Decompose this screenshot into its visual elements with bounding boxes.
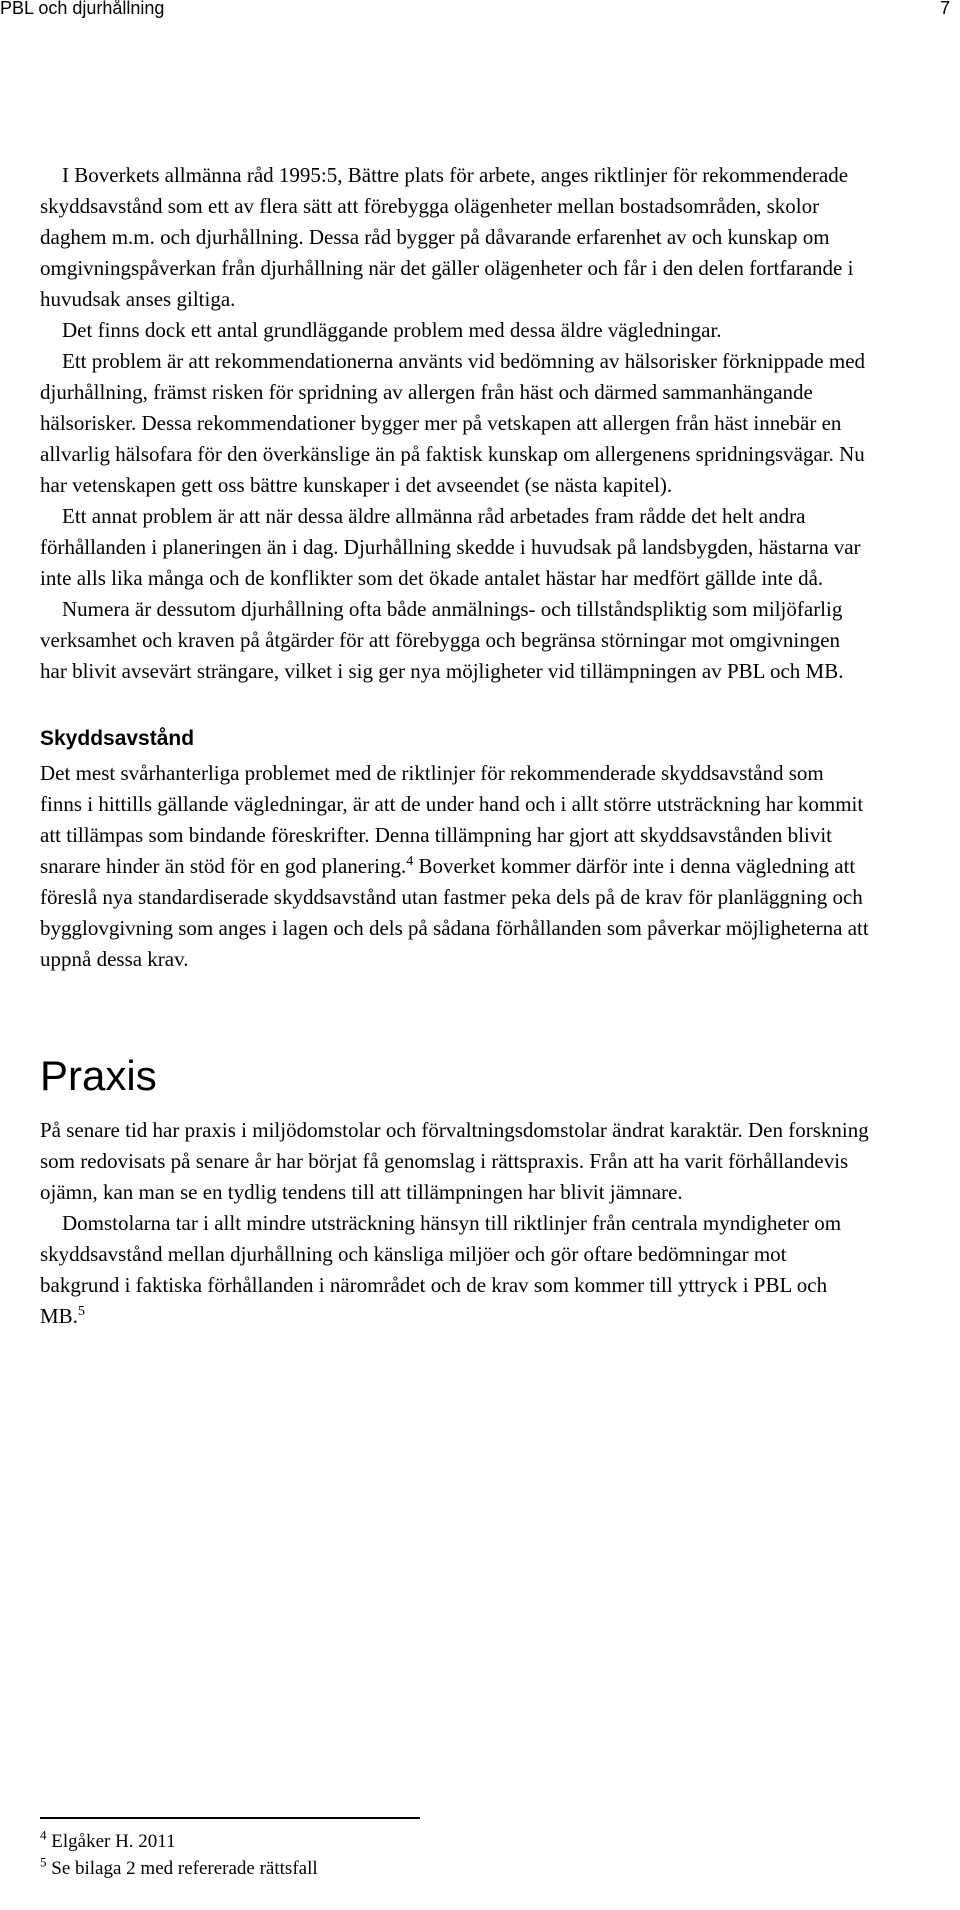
running-title: PBL och djurhållning <box>0 0 165 18</box>
page-header <box>0 0 960 16</box>
footnotes <box>40 1814 540 1882</box>
footnote-mark-5: 5 <box>40 1854 47 1870</box>
page-body <box>40 160 870 1332</box>
skydd-text-part1: Det mest svårhanterliga problemet med de riktlinjer för rekommenderade skyddsavstånd som finns i hittills gällande vägledningar, är att de under hand och i allt större utsträckning har kommit att tillämpas som bindande föreskrifter. Denna tillämpning har gjort att skyddsavstånden blivit snarare hinder än stöd för en god planering. <box>40 761 864 878</box>
footnote-ref-5[interactable]: 5 <box>77 1304 85 1319</box>
paragraph-tillstandsplikt: Numera är dessutom djurhållning ofta både anmälnings- och tillståndspliktig som miljöfarlig verksamhet och kraven på åtgärder för att förebygga och begränsa störningar mot omgivningen har blivit avsevärt strängare, vilket i sig ger nya möjligheter vid tillämpningen av PBL och MB. <box>40 597 844 683</box>
paragraph-problem-planering: Ett annat problem är att när dessa äldre allmänna råd arbetades fram rådde det helt andra förhållanden i planeringen än i dag. Djurhållning skedde i huvudsak på landsbygden, hästarna var inte alls lika många och de konflikter som det ökade antalet hästar har medfört gällde inte då. <box>40 504 861 590</box>
footnote-mark-4: 4 <box>40 1827 47 1843</box>
heading-skyddsavstand: Skyddsavstånd <box>40 727 195 750</box>
footnote-4 <box>40 1828 540 1855</box>
paragraph-problem-intro: Det finns dock ett antal grundläggande problem med dessa äldre vägledningar. <box>62 318 722 342</box>
paragraph-boverket-rad: I Boverkets allmänna råd 1995:5, Bättre plats för arbete, anges riktlinjer för rekommenderade skyddsavstånd som ett av flera sätt att förebygga olägenheter mellan bostadsområden, skolor daghem m.m. och djurhållning. Dessa råd bygger på dåvarande erfarenhet av och kunskap om omgivningspåverkan från djurhållning när det gäller olägenheter och får i den delen fortfarande i huvudsak anses giltiga. <box>40 163 854 311</box>
paragraph-praxis-2 <box>40 1208 870 1332</box>
praxis-2-text: Domstolarna tar i allt mindre utsträckning hänsyn till riktlinjer från centrala myndigheter om skyddsavstånd mellan djurhållning och känsliga miljöer och gör oftare bedömningar mot bakgrund i faktiska förhållanden i närområdet och de krav som kommer till yttryck i PBL och MB. <box>40 1211 842 1328</box>
footnote-5-text: Se bilaga 2 med refererade rättsfall <box>51 1858 318 1879</box>
paragraph-problem-halsorisker: Ett problem är att rekommendationerna använts vid bedömning av hälsorisker förknippade med djurhållning, främst risken för spridning av allergen från häst och därmed sammanhängande hälsorisker. Dessa rekommendationer bygger mer på vetskapen att allergen från häst innebär en allvarlig hälsofara för den överkänslige än på faktisk kunskap om allergenens spridningsvägar. Nu har vetenskapen gett oss bättre kunskaper i det avseendet (se nästa kapitel). <box>40 349 866 497</box>
skydd-text-part2: Boverket kommer därför inte i denna vägledning att föreslå nya standardiserade skyddsavstånd utan fastmer peka dels på de krav för planläggning och bygglovgivning som anges i lagen och dels på sådana förhållanden som påverkar möjligheterna att uppnå dessa krav. <box>40 854 869 971</box>
paragraph-skyddsavstand <box>40 758 870 975</box>
footnote-4-text: Elgåker H. 2011 <box>51 1831 176 1852</box>
page-number: 7 <box>939 0 950 18</box>
heading-praxis: Praxis <box>40 1052 157 1099</box>
footnote-ref-4[interactable]: 4 <box>406 854 414 869</box>
paragraph-praxis-1: På senare tid har praxis i miljödomstolar och förvaltningsdomstolar ändrat karaktär. Den forskning som redovisats på senare år har börjat få genomslag i rättspraxis. Från att ha varit förhållandevis ojämn, kan man se en tydlig tendens till att tillämpningen har blivit jämnare. <box>40 1118 869 1204</box>
footnote-5 <box>40 1855 540 1882</box>
